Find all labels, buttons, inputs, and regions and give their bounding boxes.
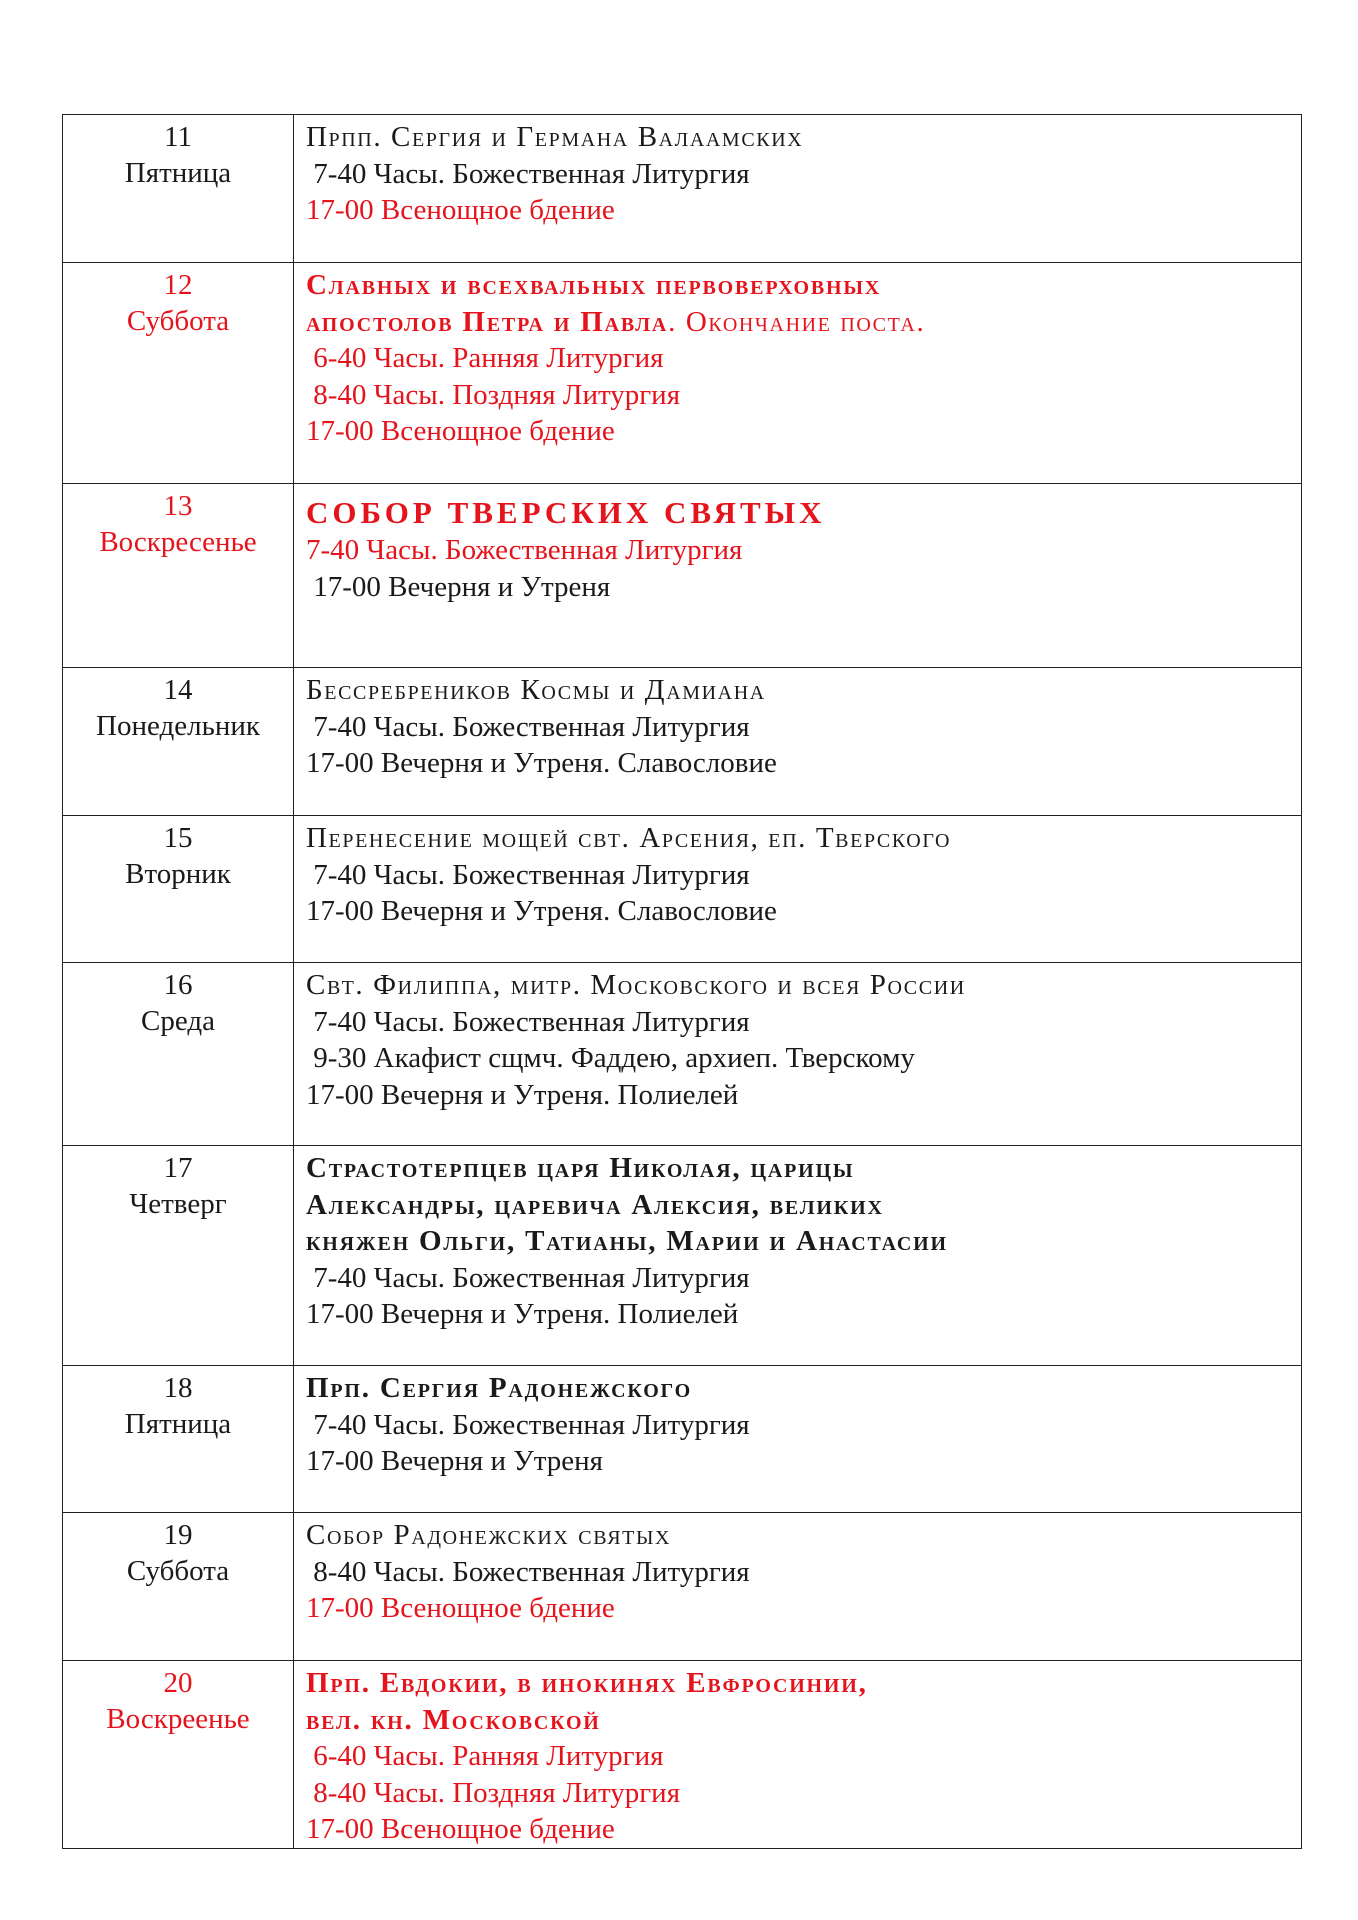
service-line: 17-00 Всенощное бдение xyxy=(306,194,615,227)
feast-title xyxy=(306,672,1301,709)
date-cell xyxy=(63,1661,294,1849)
feast-title-text: Собор Радонежских святых xyxy=(306,1519,672,1551)
weekday-name: Воскреенье xyxy=(106,1703,250,1735)
feast-title xyxy=(306,488,1301,532)
service-line: 17-00 Вечерня и Утреня. Славословие xyxy=(306,747,777,780)
day-number: 13 xyxy=(163,490,193,522)
services-cell xyxy=(294,1661,1302,1849)
schedule-row xyxy=(63,668,1302,816)
date-cell xyxy=(63,668,294,816)
service-line: 17-00 Вечерня и Утреня xyxy=(306,1445,604,1478)
service-line: 17-00 Всенощное бдение xyxy=(306,1592,615,1625)
service-line: 6-40 Часы. Ранняя Литургия xyxy=(306,1740,664,1773)
weekday-name: Воскресенье xyxy=(99,526,257,558)
feast-title xyxy=(306,1150,1301,1187)
service-line: 8-40 Часы. Поздняя Литургия xyxy=(306,1776,681,1809)
schedule-row xyxy=(63,963,1302,1146)
service-line: 7-40 Часы. Божественная Литургия xyxy=(306,1261,750,1294)
service-line: 7-40 Часы. Божественная Литургия xyxy=(306,534,743,566)
service-line: 17-00 Вечерня и Утреня. Полиелей xyxy=(306,1298,739,1331)
weekday-name: Пятница xyxy=(124,157,232,189)
weekday-name: Суббота xyxy=(126,1555,230,1587)
service-line: 7-40 Часы. Божественная Литургия xyxy=(306,1408,750,1441)
service-line: 17-00 Вечерня и Утреня. Славословие xyxy=(306,895,777,928)
feast-title xyxy=(306,1370,1301,1407)
service-line: 7-40 Часы. Божественная Литургия xyxy=(306,710,750,743)
service-line: 7-40 Часы. Божественная Литургия xyxy=(306,1005,750,1038)
feast-title-text: Бессребреников Космы и Дамиана xyxy=(306,674,766,706)
day-number: 11 xyxy=(164,121,192,153)
service-line: 17-00 Вечерня и Утреня. Полиелей xyxy=(306,1078,739,1111)
feast-title-text: вел. кн. Московской xyxy=(306,1703,601,1736)
services-cell xyxy=(294,1366,1302,1513)
service-line: 17-00 Всенощное бдение xyxy=(306,1813,615,1846)
services-cell xyxy=(294,263,1302,484)
service-line: 8-40 Часы. Поздняя Литургия xyxy=(306,378,681,411)
feast-title-text: Перенесение мощей свт. Арсения, еп. Тверского xyxy=(306,822,952,854)
feast-title-text: Александры, царевича Алексия, великих xyxy=(306,1188,884,1221)
day-number: 14 xyxy=(163,674,193,706)
feast-title xyxy=(306,967,1301,1004)
weekday-name: Пятница xyxy=(124,1408,232,1440)
services-cell xyxy=(294,1513,1302,1661)
date-cell xyxy=(63,484,294,668)
feast-title-text: СОБОР ТВЕРСКИХ СВЯТЫХ xyxy=(306,495,826,530)
services-cell xyxy=(294,963,1302,1146)
feast-title xyxy=(306,1187,1301,1224)
weekday-name: Среда xyxy=(141,1005,215,1037)
date-cell xyxy=(63,1366,294,1513)
feast-title xyxy=(306,119,1301,156)
day-number: 16 xyxy=(163,969,193,1001)
feast-title xyxy=(306,304,1301,341)
day-number: 17 xyxy=(163,1152,193,1184)
date-cell xyxy=(63,1513,294,1661)
weekday-name: Суббота xyxy=(126,305,230,337)
day-number: 18 xyxy=(163,1372,193,1404)
schedule-row xyxy=(63,816,1302,963)
date-cell xyxy=(63,115,294,263)
schedule-row xyxy=(63,484,1302,668)
schedule-rows xyxy=(63,115,1302,1849)
feast-title-text: Прп. Евдокии, в инокинях Евфросинии, xyxy=(306,1667,868,1699)
schedule-table xyxy=(62,114,1302,1849)
day-number: 19 xyxy=(163,1519,193,1551)
feast-title xyxy=(306,820,1301,857)
feast-title-text: Славных и всехвальных первоверховных xyxy=(306,269,882,301)
schedule-row xyxy=(63,1366,1302,1513)
service-line: 17-00 Всенощное бдение xyxy=(306,415,615,448)
service-line: 8-40 Часы. Божественная Литургия xyxy=(306,1555,750,1588)
feast-title-text: Прпп. Сергия и Германа Валаамских xyxy=(306,121,804,153)
service-line: 9-30 Акафист сщмч. Фаддею, архиеп. Тверскому xyxy=(306,1042,915,1075)
feast-title xyxy=(306,1665,1301,1702)
schedule-row xyxy=(63,263,1302,484)
weekday-name: Понедельник xyxy=(96,710,260,742)
schedule-row xyxy=(63,1661,1302,1849)
services-cell xyxy=(294,816,1302,963)
feast-title xyxy=(306,267,1301,304)
day-number: 15 xyxy=(163,822,193,854)
service-line: 17-00 Вечерня и Утреня xyxy=(306,570,611,603)
day-number: 20 xyxy=(163,1667,193,1699)
date-cell xyxy=(63,816,294,963)
service-line: 7-40 Часы. Божественная Литургия xyxy=(306,858,750,891)
schedule-row xyxy=(63,1146,1302,1366)
date-cell xyxy=(63,263,294,484)
day-number: 12 xyxy=(163,269,193,301)
feast-title xyxy=(306,1702,1301,1739)
feast-title-text: Свт. Филиппа, митр. Московского и всея России xyxy=(306,969,966,1001)
service-line: 7-40 Часы. Божественная Литургия xyxy=(306,157,750,190)
services-cell xyxy=(294,115,1302,263)
feast-title xyxy=(306,1517,1301,1554)
services-cell xyxy=(294,484,1302,668)
weekday-name: Вторник xyxy=(125,858,231,890)
weekday-name: Четверг xyxy=(129,1188,227,1220)
feast-title xyxy=(306,1223,1301,1260)
feast-title-note: . Окончание поста. xyxy=(668,305,926,338)
services-cell xyxy=(294,668,1302,816)
schedule-row xyxy=(63,1513,1302,1661)
service-line: 6-40 Часы. Ранняя Литургия xyxy=(306,342,664,375)
services-cell xyxy=(294,1146,1302,1366)
schedule-row xyxy=(63,115,1302,263)
feast-title-text: Страстотерпцев царя Николая, царицы xyxy=(306,1152,855,1184)
feast-title-text: княжен Ольги, Татианы, Марии и Анастасии xyxy=(306,1225,948,1258)
feast-title-text: Прп. Сергия Радонежского xyxy=(306,1372,692,1404)
date-cell xyxy=(63,1146,294,1366)
feast-title-text: апостолов Петра и Павла xyxy=(306,305,669,338)
date-cell xyxy=(63,963,294,1146)
